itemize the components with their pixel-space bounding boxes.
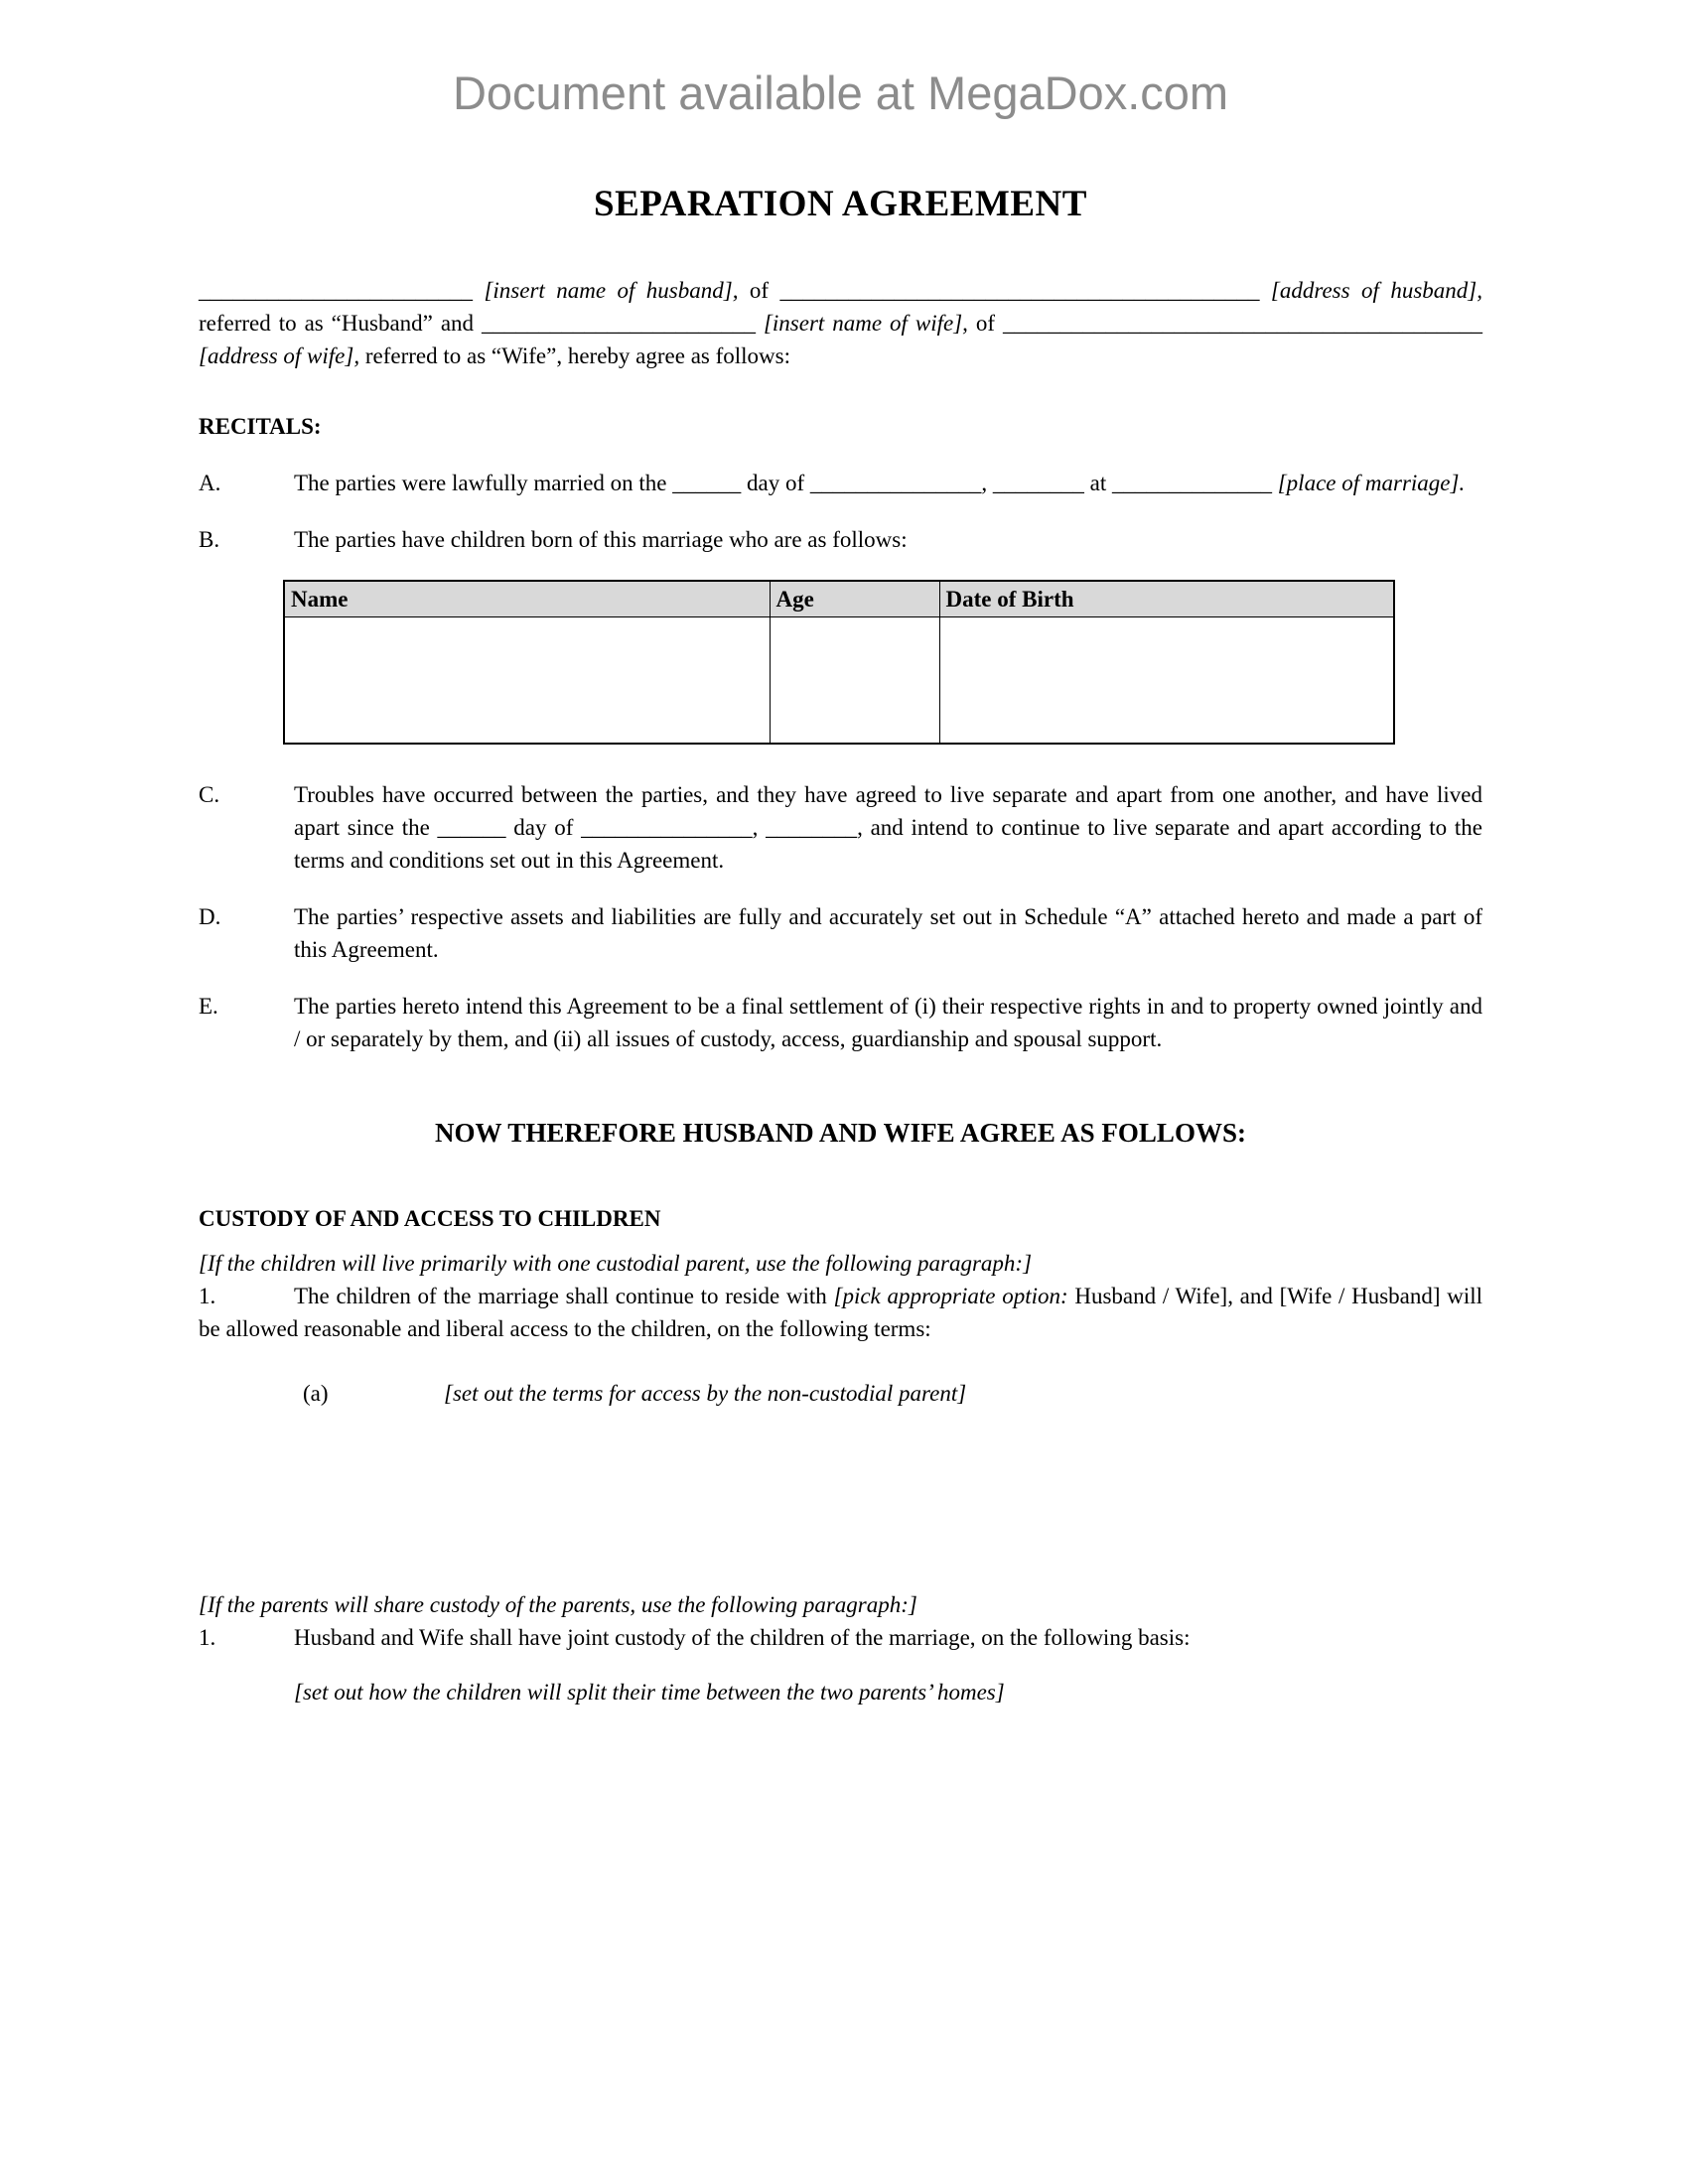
document-title: SEPARATION AGREEMENT xyxy=(594,184,1087,224)
recital-text: The parties hereto intend this Agreement to be a final settlement of (i) their respective rights in and to property owned jointly and / or separately by them, and (ii) all issues of custody, access, guardianship and spousal support. xyxy=(294,994,1482,1051)
recital-d xyxy=(199,900,1482,966)
table-header-dob: Date of Birth xyxy=(939,581,1394,617)
placeholder-time-split: [set out how the children will split their time between the two parents’ homes] xyxy=(294,1680,1005,1705)
table-header-row xyxy=(284,581,1394,617)
table-header-age: Age xyxy=(770,581,939,617)
table-cell-name-empty xyxy=(284,617,770,745)
table-cell-dob-empty xyxy=(939,617,1394,745)
agreement-heading: NOW THEREFORE HUSBAND AND WIFE AGREE AS FOLLOWS: xyxy=(435,1118,1246,1148)
recital-label: E. xyxy=(199,994,218,1019)
table-cell-age-empty xyxy=(770,617,939,745)
blank-husband-address: of __________________________________________ xyxy=(738,278,1271,303)
drafting-note-joint-custody: [If the parents will share custody of the parents, use the following paragraph:] xyxy=(199,1592,917,1617)
children-table xyxy=(283,580,1395,745)
recital-text: The parties have children born of this marriage who are as follows: xyxy=(294,527,908,552)
recital-text xyxy=(294,467,1482,499)
table-row xyxy=(284,617,1394,745)
custody-section-heading: CUSTODY OF AND ACCESS TO CHILDREN xyxy=(199,1206,661,1231)
text-run: Husband and Wife shall have joint custody of the children of the marriage, on the following basis: xyxy=(294,1625,1191,1650)
placeholder-pick-option: [pick appropriate option: xyxy=(833,1284,1075,1308)
recital-label: C. xyxy=(199,782,220,807)
text-run: The children of the marriage shall continue to reside with xyxy=(294,1284,834,1308)
blank-husband-name: ________________________ xyxy=(199,278,485,303)
placeholder-wife-address: [address of wife], xyxy=(199,343,360,368)
text-run: Husband / Wife], and [Wife / Husband] will be allowed reasonable and liberal access to the children, on the following terms: xyxy=(199,1284,1483,1341)
placeholder-access-terms: [set out the terms for access by the non-custodial parent] xyxy=(444,1381,967,1406)
blank-wife-address: of __________________________________________ xyxy=(967,311,1482,336)
watermark: Document available at MegaDox.com xyxy=(452,67,1229,119)
drafting-note-custodial: [If the children will live primarily with one custodial parent, use the following paragraph:] xyxy=(199,1251,1033,1276)
paragraph-number: 1. xyxy=(199,1625,216,1650)
recital-e xyxy=(199,990,1482,1055)
custody-paragraph-1 xyxy=(199,1280,1482,1345)
intro-closing: referred to as “Wife”, hereby agree as follows: xyxy=(359,343,791,368)
recital-text: Troubles have occurred between the parties, and they have agreed to live separate and apart from one another, and have lived apart since the ______ day of _______________, ________, and intend to continue to live separate and apart according to the terms and conditions set out in this Agreement. xyxy=(294,782,1482,873)
recital-label: B. xyxy=(199,527,220,552)
recital-label: A. xyxy=(199,471,221,495)
recital-c xyxy=(199,778,1482,877)
recital-text: The parties’ respective assets and liabilities are fully and accurately set out in Schedule “A” attached hereto and made a part of this Agreement. xyxy=(294,904,1482,962)
paragraph-number: 1. xyxy=(199,1284,216,1308)
blank-wife-name: referred to as “Husband” and ________________________ xyxy=(199,311,764,336)
placeholder-place-of-marriage: [place of marriage]. xyxy=(1277,471,1466,495)
placeholder-husband-address: [address of husband], xyxy=(1270,278,1482,303)
text-run: The parties were lawfully married on the ______ day of _______________, ________ at ______________ xyxy=(294,471,1278,495)
custody-paragraph-joint xyxy=(199,1621,1482,1654)
recital-label: D. xyxy=(199,904,221,929)
recital-b xyxy=(199,523,1482,556)
intro-paragraph xyxy=(199,274,1482,372)
recitals-heading: RECITALS: xyxy=(199,414,322,439)
table-header-name: Name xyxy=(284,581,770,617)
placeholder-wife-name: [insert name of wife], xyxy=(763,311,968,336)
custody-subitem-a xyxy=(303,1377,1482,1410)
subitem-label: (a) xyxy=(303,1381,329,1406)
placeholder-husband-name: [insert name of husband], xyxy=(484,278,739,303)
recital-a xyxy=(199,467,1482,499)
